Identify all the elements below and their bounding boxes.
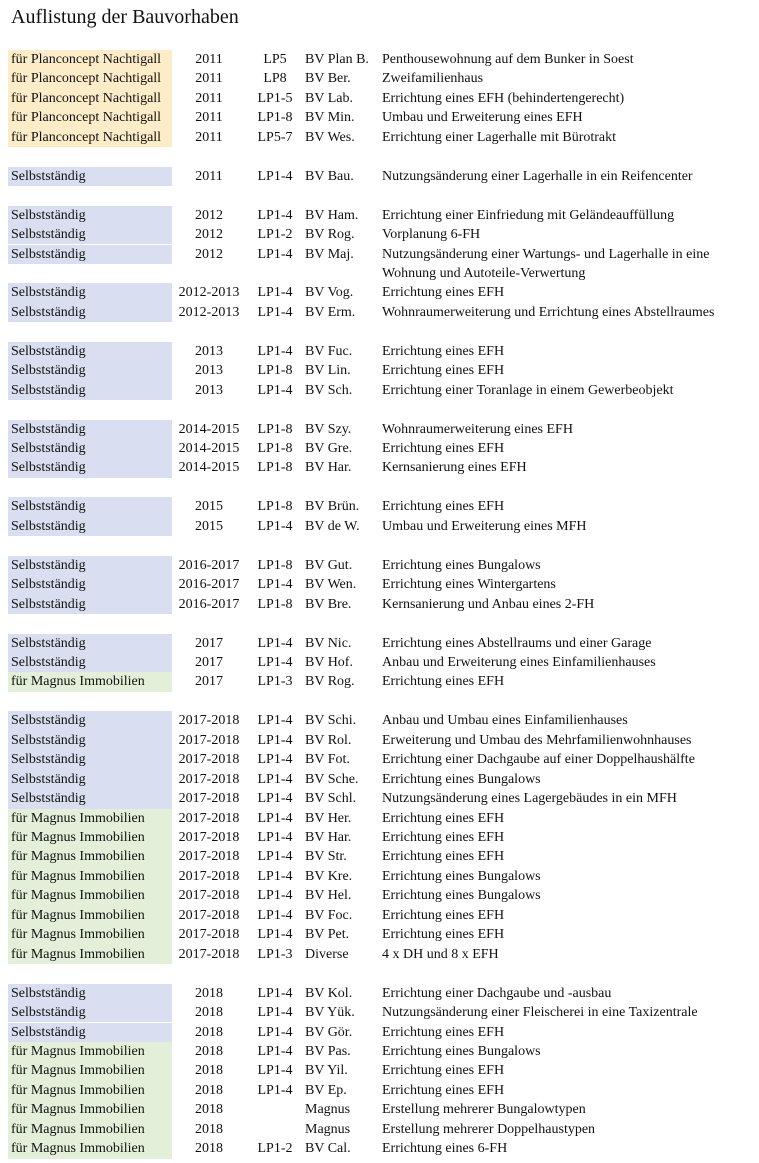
project-client: für Magnus Immobilien: [8, 906, 172, 925]
project-row: [0, 809, 759, 828]
project-row: [0, 458, 759, 477]
project-description: Errichtung eines Abstellraums und einer Garage: [382, 635, 652, 651]
project-code: BV Schl.: [305, 791, 357, 807]
project-phase: LP1-4: [257, 810, 293, 826]
project-code: BV de W.: [305, 518, 360, 534]
project-client: Selbstständig: [8, 420, 172, 439]
project-client: Selbstständig: [8, 361, 172, 380]
project-year: 2017-2018: [178, 791, 240, 807]
project-code: Magnus: [305, 1121, 351, 1137]
project-row: [0, 575, 759, 594]
project-phase: LP1-4: [257, 830, 293, 845]
project-row: [0, 595, 759, 614]
project-description: Errichtung eines EFH: [382, 499, 505, 515]
project-year: 2018: [195, 1043, 223, 1059]
project-row: [0, 128, 759, 147]
project-phase: LP1-4: [257, 207, 293, 223]
project-client: Selbstständig: [8, 245, 172, 264]
project-code: BV Vog.: [305, 285, 354, 301]
project-client: für Magnus Immobilien: [8, 809, 172, 828]
project-phase: LP8: [263, 71, 287, 87]
project-row: [0, 1081, 759, 1100]
project-client: Selbstständig: [8, 770, 172, 789]
project-year: 2018: [195, 1141, 223, 1157]
project-description: Erstellung mehrerer Doppelhaustypen: [382, 1121, 596, 1137]
project-description: Anbau und Umbau eines Einfamilienhauses: [382, 713, 628, 729]
project-phase: LP1-4: [257, 1082, 293, 1098]
project-year: 2014-2015: [178, 460, 240, 476]
project-year: 2018: [195, 985, 223, 1001]
project-year: 2016-2017: [178, 577, 240, 593]
project-row: [0, 497, 759, 516]
project-code: BV Cal.: [305, 1141, 351, 1157]
project-code: BV Pas.: [305, 1043, 351, 1059]
project-client: Selbstständig: [8, 731, 172, 750]
project-phase: LP1-8: [257, 363, 293, 379]
project-code: BV Wes.: [305, 129, 355, 145]
project-row: [0, 945, 759, 964]
project-description: Penthousewohnung auf dem Bunker in Soest: [382, 52, 634, 67]
project-row: [0, 206, 759, 225]
project-code: BV Gut.: [305, 557, 353, 573]
project-client: Selbstständig: [8, 634, 172, 653]
project-description: Errichtung eines EFH: [382, 927, 505, 943]
project-year: 2017-2018: [178, 888, 240, 904]
project-row: [0, 672, 759, 691]
project-row: [0, 361, 759, 380]
project-code: BV Har.: [305, 830, 352, 845]
project-client: Selbstständig: [8, 458, 172, 477]
project-description: Wohnung und Autoteile-Verwertung: [382, 265, 586, 281]
project-description: Umbau und Erweiterung eines MFH: [382, 518, 587, 534]
project-code: BV Gör.: [305, 1024, 353, 1040]
project-client: Selbstständig: [8, 984, 172, 1003]
project-code: BV Rog.: [305, 674, 355, 690]
project-code: BV Brün.: [305, 499, 360, 515]
project-year: 2012: [195, 207, 223, 223]
project-year: 2012: [195, 227, 223, 243]
project-year: 2011: [195, 168, 223, 184]
project-phase: LP1-8: [257, 460, 293, 476]
project-row: [0, 245, 759, 264]
project-description: Errichtung eines EFH: [382, 810, 505, 826]
project-year: 2017-2018: [178, 927, 240, 943]
project-client: Selbstständig: [8, 497, 172, 516]
project-code: BV Fot.: [305, 752, 350, 768]
project-year: 2012-2013: [178, 304, 240, 320]
project-description: Errichtung eines Bungalows: [382, 868, 541, 884]
project-client: Selbstständig: [8, 439, 172, 458]
project-row: [0, 264, 759, 283]
project-client: für Magnus Immobilien: [8, 925, 172, 944]
project-phase: LP1-4: [257, 888, 293, 904]
project-row: [0, 925, 759, 944]
project-phase: LP1-4: [257, 927, 293, 943]
project-client: Selbstständig: [8, 303, 172, 322]
project-client: für Magnus Immobilien: [8, 886, 172, 905]
project-code: BV Har.: [305, 460, 352, 476]
project-year: 2017-2018: [178, 752, 240, 768]
project-phase: LP1-2: [257, 1141, 293, 1157]
project-code: BV Rol.: [305, 732, 352, 748]
project-description: Errichtung eines EFH: [382, 363, 505, 379]
project-code: Magnus: [305, 1102, 351, 1118]
project-phase: LP1-4: [257, 1063, 293, 1079]
project-year: 2017-2018: [178, 810, 240, 826]
project-client: für Magnus Immobilien: [8, 847, 172, 866]
project-description: Errichtung einer Toranlage in einem Gewerbeobjekt: [382, 382, 674, 398]
project-code: BV Maj.: [305, 246, 354, 262]
project-code: BV Gre.: [305, 441, 353, 456]
project-description: Nutzungsänderung einer Fleischerei in eine Taxizentrale: [382, 1005, 698, 1021]
project-code: BV Yük.: [305, 1005, 355, 1021]
page-title: Auflistung der Bauvorhaben: [11, 6, 239, 28]
project-phase: LP1-4: [257, 285, 293, 301]
project-phase: LP1-8: [257, 596, 293, 612]
project-code: BV Sche.: [305, 771, 359, 787]
project-client: für Magnus Immobilien: [8, 1120, 172, 1139]
project-code: BV Her.: [305, 810, 352, 826]
project-description: Erweiterung und Umbau des Mehrfamilienwohnhauses: [382, 732, 692, 748]
project-year: [172, 264, 246, 283]
project-description: Errichtung einer Dachgaube und -ausbau: [382, 985, 612, 1001]
project-code: BV Sch.: [305, 382, 353, 398]
project-phase: LP1-2: [257, 227, 293, 243]
project-description: Errichtung eines Bungalows: [382, 771, 541, 787]
project-description: Errichtung eines EFH: [382, 285, 505, 301]
project-phase: LP1-4: [257, 985, 293, 1001]
project-client: Selbstständig: [8, 167, 172, 186]
project-client: für Magnus Immobilien: [8, 1081, 172, 1100]
project-code: BV Erm.: [305, 304, 356, 320]
project-client: Selbstständig: [8, 653, 172, 672]
project-description: Wohnraumerweiterung und Errichtung eines Abstellraumes: [382, 304, 715, 320]
project-phase: LP1-4: [257, 713, 293, 729]
project-phase: LP5: [263, 52, 287, 67]
project-client: Selbstständig: [8, 342, 172, 361]
project-description: Nutzungsänderung einer Lagerhalle in ein Reifencenter: [382, 168, 693, 184]
project-phase: LP1-4: [257, 577, 293, 593]
project-client: für Planconcept Nachtigall: [8, 128, 172, 147]
project-phase: LP1-4: [257, 907, 293, 923]
project-year: 2017-2018: [178, 907, 240, 923]
project-row: [0, 886, 759, 905]
project-phase: LP1-4: [257, 1043, 293, 1059]
project-row: [0, 1003, 759, 1022]
project-description: Zweifamilienhaus: [382, 71, 484, 87]
project-description: Umbau und Erweiterung eines EFH: [382, 110, 583, 126]
project-year: 2013: [195, 382, 223, 398]
project-phase: LP1-8: [257, 557, 293, 573]
project-client: Selbstständig: [8, 206, 172, 225]
project-row: [0, 750, 759, 769]
project-year: 2018: [195, 1024, 223, 1040]
project-code: Diverse: [305, 946, 349, 962]
project-row: [0, 225, 759, 244]
project-code: BV Lab.: [305, 90, 353, 106]
project-description: 4 x DH und 8 x EFH: [382, 946, 499, 962]
project-year: 2015: [195, 518, 223, 534]
project-client: für Planconcept Nachtigall: [8, 69, 172, 88]
project-year: 2011: [195, 90, 223, 106]
project-row: [0, 556, 759, 575]
project-code: BV Ham.: [305, 207, 359, 223]
project-phase: LP1-5: [257, 90, 293, 106]
project-year: 2013: [195, 363, 223, 379]
project-description: Errichtung eines Wintergartens: [382, 577, 556, 593]
project-phase: LP1-4: [257, 246, 293, 262]
project-phase: LP1-3: [257, 946, 293, 962]
project-phase: [248, 1120, 302, 1139]
project-code: BV Hof.: [305, 654, 353, 670]
project-description: Errichtung eines EFH: [382, 1082, 505, 1098]
project-year: 2017: [195, 674, 223, 690]
project-year: 2013: [195, 343, 223, 359]
project-row: [0, 653, 759, 672]
project-phase: LP1-4: [257, 791, 293, 807]
project-description: Errichtung eines EFH: [382, 441, 505, 456]
project-code: BV Nic.: [305, 635, 352, 651]
project-row: [0, 1023, 759, 1042]
project-phase: LP1-4: [257, 343, 293, 359]
project-description: Errichtung eines Bungalows: [382, 1043, 541, 1059]
project-phase: LP5-7: [257, 129, 293, 145]
project-row: [0, 303, 759, 322]
project-description: Errichtung eines EFH: [382, 674, 505, 690]
project-phase: [248, 264, 302, 283]
project-phase: LP1-4: [257, 1005, 293, 1021]
project-phase: LP1-4: [257, 518, 293, 534]
project-row: [0, 1061, 759, 1080]
project-row: [0, 89, 759, 108]
project-year: 2011: [195, 110, 223, 126]
project-client: für Planconcept Nachtigall: [8, 89, 172, 108]
project-description: Errichtung eines 6-FH: [382, 1141, 508, 1157]
project-row: [0, 283, 759, 302]
project-year: 2012-2013: [178, 285, 240, 301]
project-client: Selbstständig: [8, 595, 172, 614]
project-client: Selbstständig: [8, 789, 172, 808]
project-year: 2017-2018: [178, 732, 240, 748]
project-year: 2011: [195, 71, 223, 87]
project-phase: LP1-4: [257, 849, 293, 865]
project-year: 2018: [195, 1063, 223, 1079]
project-code: BV Yil.: [305, 1063, 348, 1079]
project-code: BV Schi.: [305, 713, 357, 729]
project-client: Selbstständig: [8, 283, 172, 302]
project-phase: LP1-4: [257, 168, 293, 184]
project-description: Errichtung eines EFH: [382, 830, 505, 845]
project-description: Anbau und Erweiterung eines Einfamilienhauses: [382, 654, 656, 670]
project-client: für Planconcept Nachtigall: [8, 108, 172, 127]
project-description: Kernsanierung und Anbau eines 2-FH: [382, 596, 595, 612]
project-row: [0, 847, 759, 866]
project-phase: LP1-4: [257, 382, 293, 398]
project-row: [0, 167, 759, 186]
project-year: 2017-2018: [178, 868, 240, 884]
project-client: Selbstständig: [8, 381, 172, 400]
project-code: BV Pet.: [305, 927, 350, 943]
project-row: [0, 634, 759, 653]
project-client: für Magnus Immobilien: [8, 1061, 172, 1080]
project-year: 2017-2018: [178, 713, 240, 729]
project-year: 2018: [195, 1121, 223, 1137]
project-code: BV Ep.: [305, 1082, 347, 1098]
project-year: 2011: [195, 52, 223, 67]
project-phase: LP1-4: [257, 732, 293, 748]
project-row: [0, 711, 759, 730]
project-phase: LP1-8: [257, 499, 293, 515]
project-client: [8, 264, 172, 283]
project-year: 2018: [195, 1102, 223, 1118]
project-description: Nutzungsänderung einer Wartungs- und Lagerhalle in eine: [382, 246, 710, 262]
project-row: [0, 1042, 759, 1061]
project-description: Errichtung eines EFH: [382, 1063, 505, 1079]
project-year: 2018: [195, 1005, 223, 1021]
project-client: für Magnus Immobilien: [8, 1139, 172, 1158]
project-phase: LP1-4: [257, 868, 293, 884]
project-phase: [248, 1100, 302, 1119]
project-row: [0, 108, 759, 127]
project-year: 2012: [195, 246, 223, 262]
project-phase: LP1-8: [257, 441, 293, 456]
project-year: 2017-2018: [178, 830, 240, 845]
project-row: [0, 731, 759, 750]
project-row: [0, 867, 759, 886]
project-year: 2015: [195, 499, 223, 515]
project-description: Nutzungsänderung eines Lagergebäudes in ein MFH: [382, 791, 677, 807]
project-description: Errichtung einer Dachgaube auf einer Doppelhaushälfte: [382, 752, 695, 768]
project-client: Selbstständig: [8, 750, 172, 769]
project-client: Selbstständig: [8, 575, 172, 594]
project-row: [0, 828, 759, 847]
project-description: Errichtung einer Lagerhalle mit Bürotrakt: [382, 129, 617, 145]
project-row: [0, 1139, 759, 1158]
project-year: 2017: [195, 635, 223, 651]
project-client: Selbstständig: [8, 517, 172, 536]
project-row: [0, 984, 759, 1003]
project-code: BV Fuc.: [305, 343, 353, 359]
project-year: 2016-2017: [178, 557, 240, 573]
project-code: BV Bre.: [305, 596, 352, 612]
project-year: 2014-2015: [178, 421, 240, 437]
project-row: [0, 50, 759, 69]
project-year: 2017: [195, 654, 223, 670]
project-description: Errichtung eines EFH: [382, 849, 505, 865]
project-phase: LP1-4: [257, 304, 293, 320]
project-code: BV Min.: [305, 110, 355, 126]
project-phase: LP1-3: [257, 674, 293, 690]
project-code: BV Kre.: [305, 868, 353, 884]
project-client: für Magnus Immobilien: [8, 1100, 172, 1119]
project-description: Errichtung einer Einfriedung mit Geländeauffüllung: [382, 207, 675, 223]
project-client: für Magnus Immobilien: [8, 672, 172, 691]
project-year: 2017-2018: [178, 946, 240, 962]
project-code: BV Str.: [305, 849, 347, 865]
project-row: [0, 69, 759, 88]
project-description: Errichtung eines EFH (behindertengerecht): [382, 90, 625, 106]
project-row: [0, 1100, 759, 1119]
project-description: Errichtung eines EFH: [382, 1024, 505, 1040]
project-phase: LP1-4: [257, 1024, 293, 1040]
project-phase: LP1-4: [257, 635, 293, 651]
project-code: BV Hel.: [305, 888, 352, 904]
project-row: [0, 770, 759, 789]
project-year: 2018: [195, 1082, 223, 1098]
project-client: Selbstständig: [8, 711, 172, 730]
project-row: [0, 439, 759, 458]
project-description: Errichtung eines EFH: [382, 343, 505, 359]
project-year: 2016-2017: [178, 596, 240, 612]
project-client: für Planconcept Nachtigall: [8, 50, 172, 69]
project-phase: LP1-4: [257, 771, 293, 787]
project-client: Selbstständig: [8, 1003, 172, 1022]
project-client: für Magnus Immobilien: [8, 945, 172, 964]
project-code: BV Kol.: [305, 985, 353, 1001]
project-code: BV Foc.: [305, 907, 353, 923]
project-client: Selbstständig: [8, 1023, 172, 1042]
project-client: Selbstständig: [8, 225, 172, 244]
project-description: Errichtung eines Bungalows: [382, 557, 541, 573]
project-phase: LP1-4: [257, 654, 293, 670]
project-description: Errichtung eines Bungalows: [382, 888, 541, 904]
project-year: 2014-2015: [178, 441, 240, 456]
project-code: BV Bau.: [305, 168, 354, 184]
project-client: Selbstständig: [8, 556, 172, 575]
project-code: BV Szy.: [305, 421, 352, 437]
project-year: 2017-2018: [178, 849, 240, 865]
project-description: Erstellung mehrerer Bungalowtypen: [382, 1102, 586, 1118]
project-client: für Magnus Immobilien: [8, 828, 172, 847]
project-code: BV Wen.: [305, 577, 357, 593]
project-phase: LP1-8: [257, 421, 293, 437]
project-year: 2011: [195, 129, 223, 145]
project-code: BV Plan B.: [305, 52, 369, 67]
project-row: [0, 906, 759, 925]
project-client: für Magnus Immobilien: [8, 1042, 172, 1061]
project-row: [0, 381, 759, 400]
project-code: BV Ber.: [305, 71, 351, 87]
project-code: BV Rog.: [305, 227, 355, 243]
project-phase: LP1-4: [257, 752, 293, 768]
project-row: [0, 1120, 759, 1139]
project-row: [0, 789, 759, 808]
project-year: 2017-2018: [178, 771, 240, 787]
project-code: [305, 264, 379, 283]
project-code: BV Lin.: [305, 363, 351, 379]
project-description: Wohnraumerweiterung eines EFH: [382, 421, 573, 437]
project-description: Errichtung eines EFH: [382, 907, 505, 923]
project-row: [0, 420, 759, 439]
project-description: Kernsanierung eines EFH: [382, 460, 527, 476]
project-phase: LP1-8: [257, 110, 293, 126]
project-client: für Magnus Immobilien: [8, 867, 172, 886]
project-description: Vorplanung 6-FH: [382, 227, 481, 243]
project-row: [0, 517, 759, 536]
project-row: [0, 342, 759, 361]
